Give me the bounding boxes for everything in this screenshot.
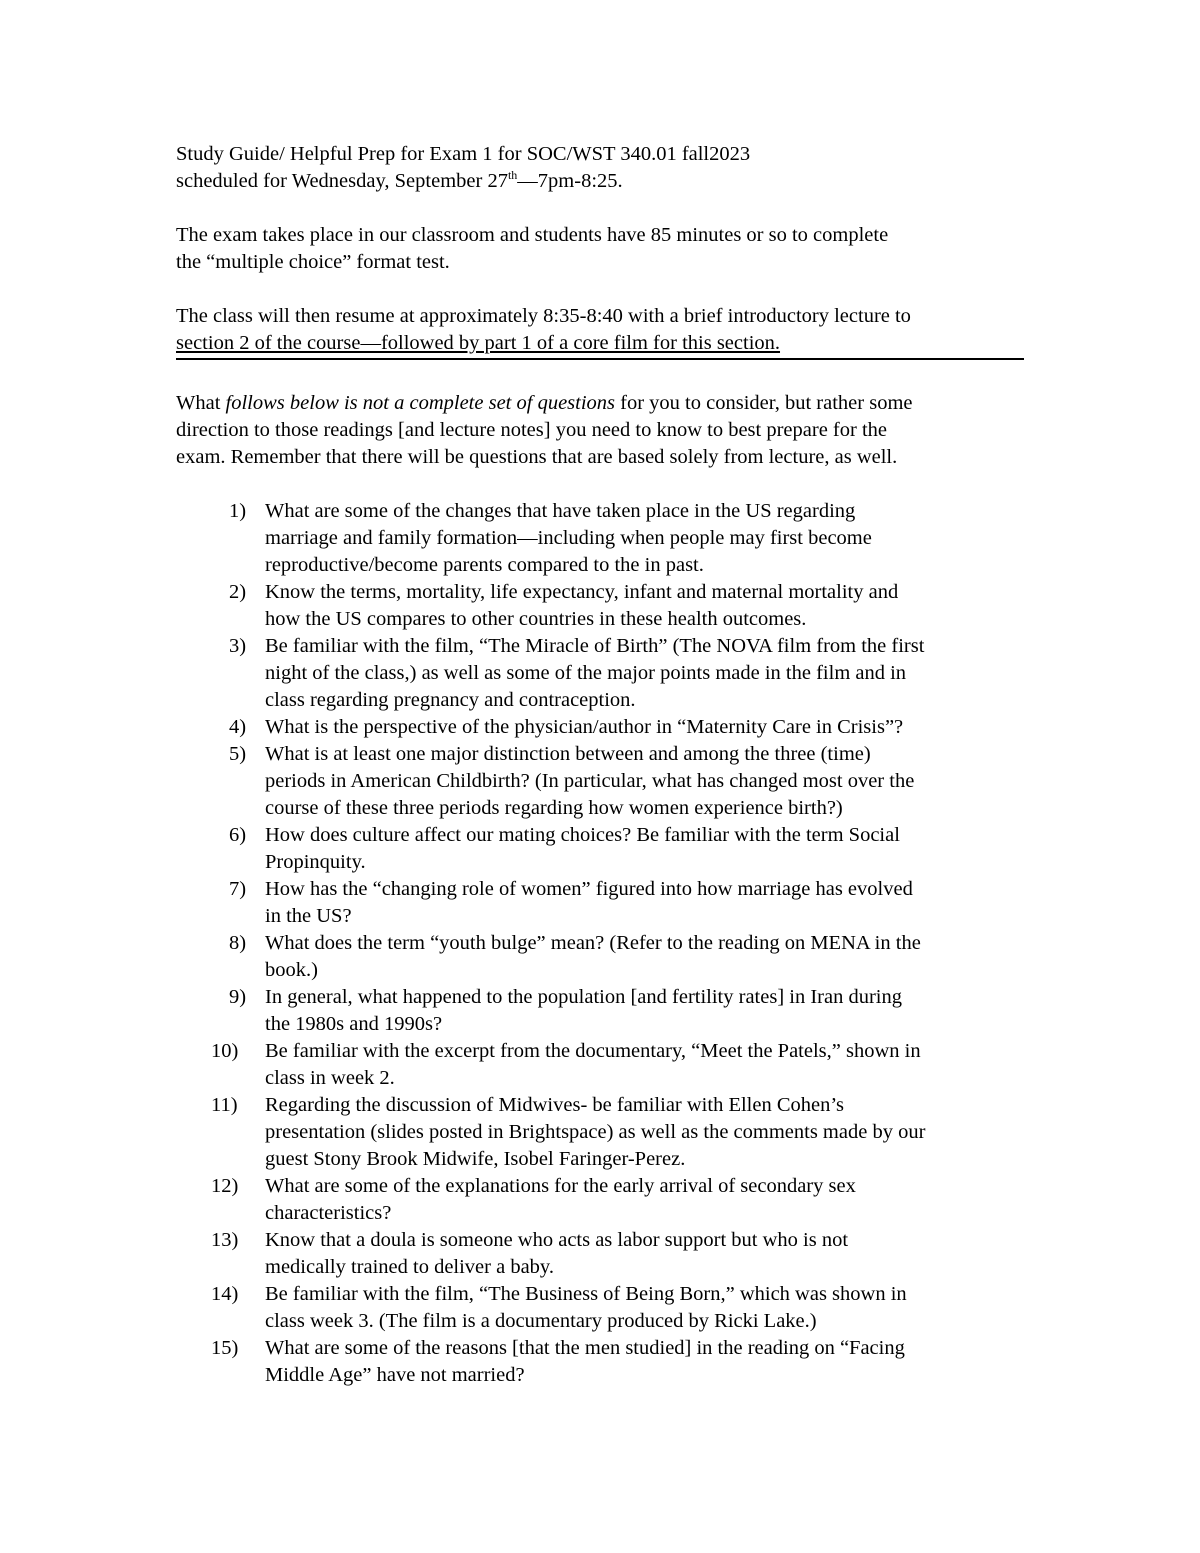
question-number: 5) xyxy=(229,743,247,765)
question-text-line: characteristics? xyxy=(265,1202,392,1224)
question-number: 4) xyxy=(229,716,247,738)
question-item xyxy=(176,633,1028,714)
question-number: 3) xyxy=(229,635,247,657)
question-text-line: Propinquity. xyxy=(265,851,366,873)
question-text-line: What are some of the reasons [that the men studied] in the reading on “Facing xyxy=(265,1337,905,1359)
question-text-line: periods in American Childbirth? (In particular, what has changed most over the xyxy=(265,770,915,792)
question-number: 1) xyxy=(229,500,247,522)
question-number: 14) xyxy=(211,1283,239,1305)
question-number: 9) xyxy=(229,986,247,1008)
paragraph-line: The exam takes place in our classroom and students have 85 minutes or so to complete xyxy=(176,224,889,246)
question-text-line: in the US? xyxy=(265,905,352,927)
paragraph-line: the “multiple choice” format test. xyxy=(176,251,450,273)
question-text-line: What does the term “youth bulge” mean? (Refer to the reading on MENA in the xyxy=(265,932,921,954)
question-text-line: class in week 2. xyxy=(265,1067,395,1089)
paragraph-line: The class will then resume at approximately 8:35-8:40 with a brief introductory lecture to xyxy=(176,305,911,327)
class-resume-paragraph xyxy=(176,303,1028,357)
exam-schedule xyxy=(176,168,1028,195)
question-item xyxy=(176,714,1028,741)
question-number: 2) xyxy=(229,581,247,603)
question-text-line: guest Stony Brook Midwife, Isobel Faringer-Perez. xyxy=(265,1148,686,1170)
intro-emphasis: follows below is not a complete set of questions xyxy=(225,392,616,414)
question-text-line: How does culture affect our mating choices? Be familiar with the term Social xyxy=(265,824,900,846)
question-text-line: What is at least one major distinction between and among the three (time) xyxy=(265,743,871,765)
question-text-line: Regarding the discussion of Midwives- be familiar with Ellen Cohen’s xyxy=(265,1094,845,1116)
question-text-line: What is the perspective of the physician/author in “Maternity Care in Crisis”? xyxy=(265,716,904,738)
question-text-line: night of the class,) as well as some of the major points made in the film and in xyxy=(265,662,907,684)
question-text-line: marriage and family formation—including when people may first become xyxy=(265,527,872,549)
question-text-line: In general, what happened to the population [and fertility rates] in Iran during xyxy=(265,986,902,1008)
question-text-line: What are some of the changes that have taken place in the US regarding xyxy=(265,500,856,522)
question-item xyxy=(176,741,1028,822)
question-item xyxy=(176,1227,1028,1281)
question-item xyxy=(176,1281,1028,1335)
question-text-line: Be familiar with the excerpt from the documentary, “Meet the Patels,” shown in xyxy=(265,1040,921,1062)
question-item xyxy=(176,984,1028,1038)
intro-text: for you to consider, but rather some xyxy=(615,392,913,414)
question-item xyxy=(176,1173,1028,1227)
question-text-line: medically trained to deliver a baby. xyxy=(265,1256,554,1278)
question-number: 11) xyxy=(211,1094,238,1116)
intro-text: What xyxy=(176,392,226,414)
question-text-line: book.) xyxy=(265,959,318,981)
exam-location-paragraph xyxy=(176,222,1028,276)
question-text-line: the 1980s and 1990s? xyxy=(265,1013,443,1035)
schedule-time: —7pm-8:25. xyxy=(517,170,623,192)
question-text-line: How has the “changing role of women” figured into how marriage has evolved xyxy=(265,878,913,900)
question-number: 10) xyxy=(211,1040,239,1062)
question-text-line: Know that a doula is someone who acts as labor support but who is not xyxy=(265,1229,849,1251)
question-item xyxy=(176,1092,1028,1173)
question-text-line: Middle Age” have not married? xyxy=(265,1364,525,1386)
document-title: Study Guide/ Helpful Prep for Exam 1 for SOC/WST 340.01 fall2023 xyxy=(176,143,751,165)
question-number: 13) xyxy=(211,1229,239,1251)
question-item xyxy=(176,498,1028,579)
paragraph-line: exam. Remember that there will be questions that are based solely from lecture, as well. xyxy=(176,446,898,468)
question-item xyxy=(176,579,1028,633)
question-number: 7) xyxy=(229,878,247,900)
horizontal-rule xyxy=(176,358,1024,360)
question-text-line: Be familiar with the film, “The Miracle of Birth” (The NOVA film from the first xyxy=(265,635,925,657)
date-ordinal-suffix: th xyxy=(507,168,518,182)
question-item xyxy=(176,1335,1028,1389)
question-number: 6) xyxy=(229,824,247,846)
schedule-date: scheduled for Wednesday, September 27 xyxy=(176,170,508,192)
question-text-line: Be familiar with the film, “The Business of Being Born,” which was shown in xyxy=(265,1283,907,1305)
question-number: 15) xyxy=(211,1337,239,1359)
question-item xyxy=(176,930,1028,984)
document-page xyxy=(176,141,1028,1389)
intro-paragraph xyxy=(176,390,1028,471)
question-text-line: reproductive/become parents compared to the in past. xyxy=(265,554,704,576)
question-number: 12) xyxy=(211,1175,239,1197)
paragraph-line xyxy=(176,390,1028,417)
question-text-line: class week 3. (The film is a documentary produced by Ricki Lake.) xyxy=(265,1310,817,1332)
question-number: 8) xyxy=(229,932,247,954)
question-item xyxy=(176,1038,1028,1092)
question-text-line: course of these three periods regarding how women experience birth?) xyxy=(265,797,843,819)
question-list xyxy=(176,498,1028,1389)
question-text-line: Know the terms, mortality, life expectancy, infant and maternal mortality and xyxy=(265,581,899,603)
question-item xyxy=(176,822,1028,876)
question-item xyxy=(176,876,1028,930)
question-text-line: class regarding pregnancy and contraception. xyxy=(265,689,636,711)
paragraph-line: section 2 of the course—followed by part 1 of a core film for this section. xyxy=(176,332,781,354)
paragraph-line: direction to those readings [and lecture notes] you need to know to best prepare for the xyxy=(176,419,888,441)
question-text-line: presentation (slides posted in Brightspace) as well as the comments made by our xyxy=(265,1121,926,1143)
question-text-line: how the US compares to other countries in these health outcomes. xyxy=(265,608,807,630)
question-text-line: What are some of the explanations for the early arrival of secondary sex xyxy=(265,1175,856,1197)
